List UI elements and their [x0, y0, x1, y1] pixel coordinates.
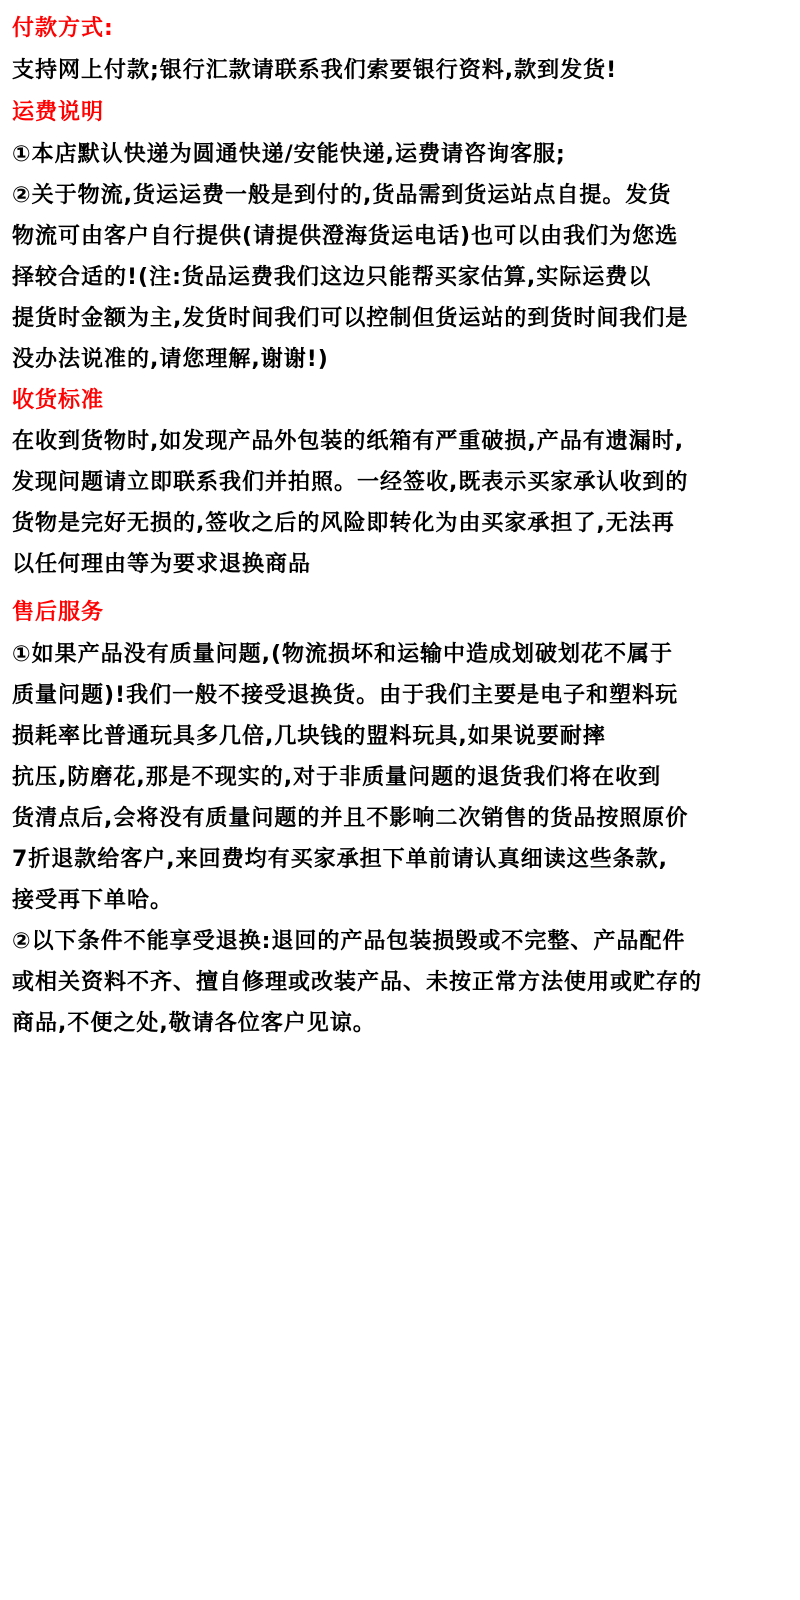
after-sales-line: 货清点后,会将没有质量问题的并且不影响二次销售的货品按照原价: [12, 806, 689, 831]
receipt-line: 发现问题请立即联系我们并拍照。一经签收,既表示买家承认收到的: [12, 470, 689, 495]
payment-heading: 付款方式:: [12, 16, 114, 41]
after-sales-line: 抗压,防磨花,那是不现实的,对于非质量问题的退货我们将在收到: [12, 765, 662, 790]
shipping-line: ②关于物流,货运运费一般是到付的,货品需到货运站点自提。发货: [12, 183, 672, 208]
after-sales-line: 质量问题)!我们一般不接受退换货。由于我们主要是电子和塑料玩: [12, 683, 679, 708]
shipping-line: 提货时金额为主,发货时间我们可以控制但货运站的到货时间我们是: [12, 306, 689, 331]
receipt-line: 货物是完好无损的,签收之后的风险即转化为由买家承担了,无法再: [12, 511, 675, 536]
receipt-line: 以任何理由等为要求退换商品: [12, 552, 312, 577]
after-sales-line: 7折退款给客户,来回费均有买家承担下单前请认真细读这些条款,: [12, 847, 669, 872]
shipping-line: ①本店默认快递为圆通快递/安能快递,运费请咨询客服;: [12, 142, 566, 167]
after-sales-line: 或相关资料不齐、擅自修理或改装产品、未按正常方法使用或贮存的: [12, 970, 703, 995]
shipping-heading: 运费说明: [12, 100, 105, 125]
after-sales-line: 商品,不便之处,敬请各位客户见谅。: [12, 1011, 376, 1036]
receipt-line: 在收到货物时,如发现产品外包装的纸箱有严重破损,产品有遗漏时,: [12, 429, 685, 454]
after-sales-line: ②以下条件不能享受退换:退回的产品包装损毁或不完整、产品配件: [12, 929, 686, 954]
after-sales-line: 接受再下单哈。: [12, 888, 174, 913]
shipping-line: 择较合适的!(注:货品运费我们这边只能帮买家估算,实际运费以: [12, 265, 652, 290]
shipping-line: 没办法说准的,请您理解,谢谢!): [12, 347, 329, 372]
payment-line: 支持网上付款;银行汇款请联系我们索要银行资料,款到发货!: [12, 58, 618, 83]
after-sales-line: ①如果产品没有质量问题,(物流损坏和运输中造成划破划花不属于: [12, 642, 674, 667]
after-sales-heading: 售后服务: [12, 600, 105, 625]
receipt-heading: 收货标准: [12, 388, 105, 413]
shipping-line: 物流可由客户自行提供(请提供澄海货运电话)也可以由我们为您选: [12, 224, 679, 249]
after-sales-line: 损耗率比普通玩具多几倍,几块钱的盟料玩具,如果说要耐摔: [12, 724, 606, 749]
